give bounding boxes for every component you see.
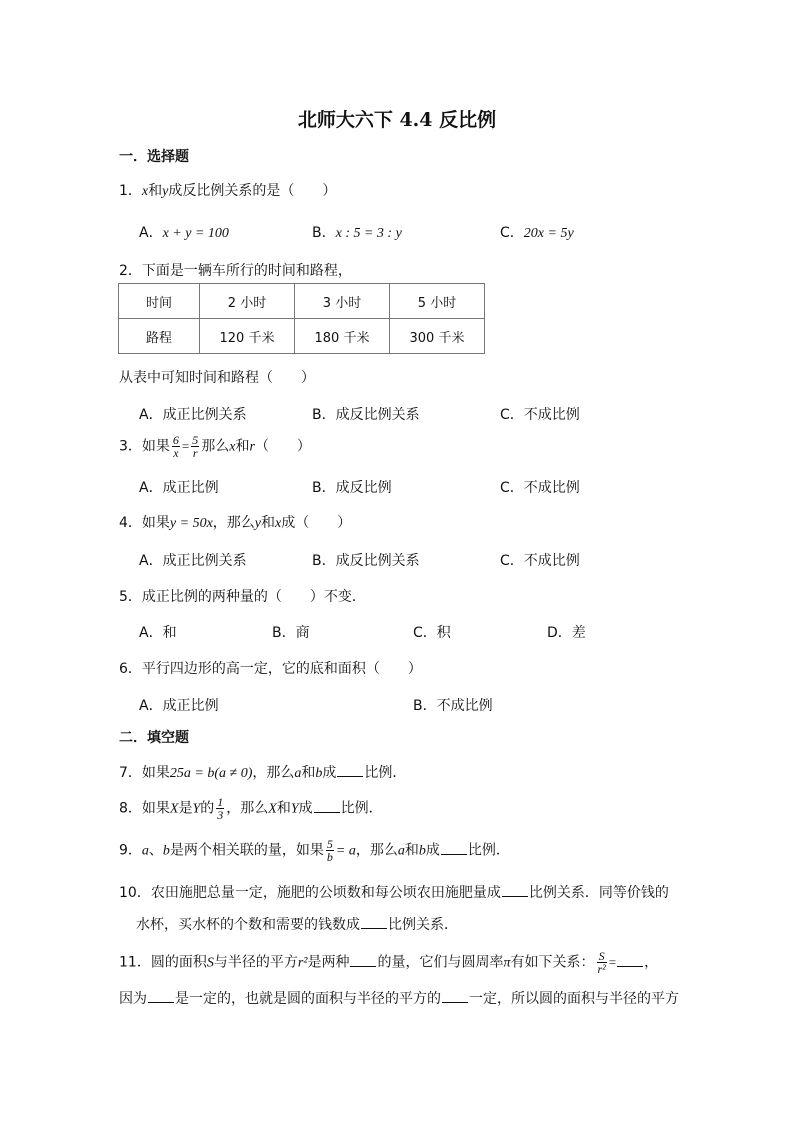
q5-option-a[interactable]: A．和 — [139, 625, 177, 641]
question-text: 和 — [235, 438, 250, 455]
question-text: 是两个相关联的量，如果 — [169, 842, 324, 859]
question-text: 的 — [200, 800, 215, 817]
q2-option-c[interactable]: C．不成比例 — [500, 407, 580, 423]
fraction — [326, 838, 334, 863]
question-7 — [119, 762, 406, 782]
question-number: 1． — [119, 183, 142, 199]
denominator: r — [192, 446, 198, 460]
question-text: 是 — [178, 800, 193, 817]
table-cell: 时间 — [119, 284, 200, 319]
question-text: 7．如果 — [119, 765, 170, 781]
question-text: 11．圆的面积 — [119, 954, 207, 971]
question-8 — [119, 796, 383, 821]
question-10-line-1 — [119, 882, 669, 902]
q3-option-a[interactable]: A．成正比例 — [139, 480, 219, 496]
var-x: x — [275, 516, 282, 531]
answer-blank[interactable] — [617, 954, 643, 967]
question-10-line-2 — [136, 914, 458, 934]
option-math: x + y = 100 — [162, 226, 229, 241]
option-label: C． — [500, 225, 524, 241]
question-text: 8．如果 — [119, 800, 170, 817]
fraction — [191, 434, 199, 459]
equation: = a — [335, 843, 356, 859]
section-choice-heading: 一．选择题 — [119, 149, 189, 165]
q1-option-c[interactable] — [500, 222, 574, 242]
question-2: 2．下面是一辆车所行的时间和路程， — [119, 263, 352, 279]
question-text: 有如下关系： — [510, 954, 595, 971]
question-2-ask: 从表中可知时间和路程（ ） — [119, 370, 315, 386]
table-cell: 120 千米 — [200, 319, 295, 354]
question-text: 、 — [148, 842, 163, 859]
question-3: 3．如果 $\frac{6}{x}$ = $\frac{5}{r}$ 那么x和r（ ） — [119, 433, 311, 460]
var-x: x — [141, 184, 149, 199]
page-title: 北师大六下 4.4 反比例 — [297, 109, 497, 131]
table-row — [119, 319, 485, 354]
numerator: 5 — [192, 433, 199, 447]
question-11-line-2 — [119, 988, 679, 1008]
answer-blank[interactable] — [442, 990, 468, 1003]
answer-blank[interactable] — [502, 884, 528, 897]
q5-option-d[interactable]: D．差 — [547, 625, 586, 641]
option-label: A． — [139, 225, 163, 241]
q4-option-a[interactable]: A．成正比例关系 — [139, 553, 247, 569]
equals-sign: = — [608, 954, 617, 970]
table-cell: 路程 — [119, 319, 200, 354]
question-text: 一定，所以圆的面积与半径的平方 — [469, 991, 679, 1007]
question-text: 和 — [261, 515, 276, 531]
var-Y: Y — [192, 801, 201, 817]
question-text: 3．如果 — [119, 438, 170, 455]
var-b: b — [162, 843, 170, 859]
fraction — [597, 950, 607, 975]
answer-blank[interactable] — [314, 800, 340, 813]
answer-blank[interactable] — [148, 990, 174, 1003]
table-cell: 2 小时 — [200, 284, 295, 319]
numerator: 1 — [217, 795, 224, 809]
var-b: b — [418, 843, 426, 859]
time-distance-table — [118, 283, 485, 354]
question-text: 成 — [425, 842, 440, 859]
equation: y = 50x — [169, 516, 213, 531]
question-text: 成（ ） — [281, 515, 352, 531]
equation: 25a = b(a ≠ 0) — [169, 766, 253, 781]
question-text: 比例． — [364, 765, 407, 781]
q5-option-b[interactable]: B．商 — [272, 625, 310, 641]
var-X: X — [268, 801, 277, 817]
question-text: 成 — [298, 800, 313, 817]
q1-option-b[interactable] — [312, 222, 402, 242]
fraction — [216, 796, 224, 821]
question-text: 和 — [276, 800, 291, 817]
option-label: B． — [312, 225, 336, 241]
question-text: 成 — [322, 765, 337, 781]
var-S: S — [206, 955, 214, 971]
var-b: b — [315, 766, 323, 781]
question-text: 比例． — [467, 842, 510, 859]
var-x: x — [229, 439, 236, 455]
question-text: 10．农田施肥总量一定，施肥的公顷数和每公顷农田施肥量成 — [119, 885, 501, 901]
q6-option-a[interactable]: A．成正比例 — [139, 698, 219, 714]
numerator: 5 — [326, 837, 333, 851]
var-a: a — [294, 766, 302, 781]
question-text: 因为 — [119, 991, 147, 1007]
answer-blank[interactable] — [350, 954, 376, 967]
question-4 — [119, 512, 351, 532]
var-X: X — [169, 801, 179, 817]
q5-option-c[interactable]: C．积 — [413, 625, 451, 641]
question-text: 那么 — [201, 438, 230, 455]
table-row — [119, 284, 485, 319]
numerator: S — [597, 950, 607, 963]
question-text: ，那么 — [226, 800, 269, 817]
denominator: b — [326, 850, 333, 864]
question-text: 与半径的平方 — [213, 954, 298, 971]
var-pi: π — [503, 955, 511, 971]
question-text: 和 — [301, 765, 316, 781]
var-y: y — [254, 516, 262, 531]
question-text: 成反比例关系的是（ ） — [168, 183, 337, 199]
question-text: 的量，它们与圆周率 — [377, 954, 504, 971]
var-r: r — [249, 439, 255, 455]
q3-option-b[interactable]: B．成反比例 — [312, 480, 392, 496]
q6-option-b[interactable]: B．不成比例 — [413, 698, 493, 714]
question-text: 是一定的，也就是圆的面积与半径的平方的 — [175, 991, 441, 1007]
denominator: r² — [597, 962, 606, 976]
q3-option-c[interactable]: C．不成比例 — [500, 480, 580, 496]
q2-option-b[interactable]: B．成反比例关系 — [312, 407, 420, 423]
question-text: 9． — [119, 842, 142, 859]
var-Y: Y — [290, 801, 299, 817]
question-text: 4．如果 — [119, 515, 170, 531]
question-11-line-1: 11．圆的面积S与半径的平方r²是两种 的量，它们与圆周率π有如下关系： $\frac{S}{\text{r²}}$ = ， — [119, 949, 659, 976]
question-text: 和 — [404, 842, 419, 859]
question-text: 比例． — [340, 800, 383, 817]
table-cell: 180 千米 — [295, 319, 390, 354]
var-r-squared: r² — [297, 955, 308, 971]
q4-option-c[interactable]: C．不成比例 — [500, 553, 580, 569]
fraction — [172, 434, 180, 459]
question-text: 比例关系． — [388, 917, 458, 933]
question-text: ，那么 — [252, 765, 295, 781]
question-text: ，那么 — [355, 842, 398, 859]
answer-blank[interactable] — [361, 916, 387, 929]
q4-option-b[interactable]: B．成反比例关系 — [312, 553, 420, 569]
question-text: 水杯，买水杯的个数和需要的钱数成 — [136, 917, 360, 933]
var-a: a — [141, 843, 149, 859]
denominator: x — [173, 446, 179, 460]
question-6: 6．平行四边形的高一定，它的底和面积（ ） — [119, 661, 422, 677]
question-text: 比例关系．同等价钱的 — [528, 885, 669, 901]
var-a: a — [397, 843, 405, 859]
question-text: 和 — [148, 183, 163, 199]
denominator: 3 — [217, 808, 224, 822]
question-text: 是两种 — [307, 954, 350, 971]
option-math: 20x = 5y — [523, 226, 574, 241]
option-math: x : 5 = 3 : y — [335, 226, 402, 241]
answer-blank[interactable] — [337, 764, 363, 777]
question-5: 5．成正比例的两种量的（ ）不变． — [119, 589, 366, 605]
table-cell: 5 小时 — [390, 284, 485, 319]
answer-blank[interactable] — [441, 842, 467, 855]
q2-option-a[interactable]: A．成正比例关系 — [139, 407, 247, 423]
table-cell: 300 千米 — [390, 319, 485, 354]
section-fill-heading: 二．填空题 — [119, 730, 189, 746]
numerator: 6 — [172, 433, 179, 447]
question-text: ，那么 — [212, 515, 255, 531]
question-text: （ ） — [254, 438, 311, 455]
q1-option-a[interactable] — [139, 222, 229, 242]
table-cell: 3 小时 — [295, 284, 390, 319]
var-y: y — [162, 184, 169, 199]
question-9 — [119, 838, 510, 863]
question-1 — [119, 180, 336, 200]
